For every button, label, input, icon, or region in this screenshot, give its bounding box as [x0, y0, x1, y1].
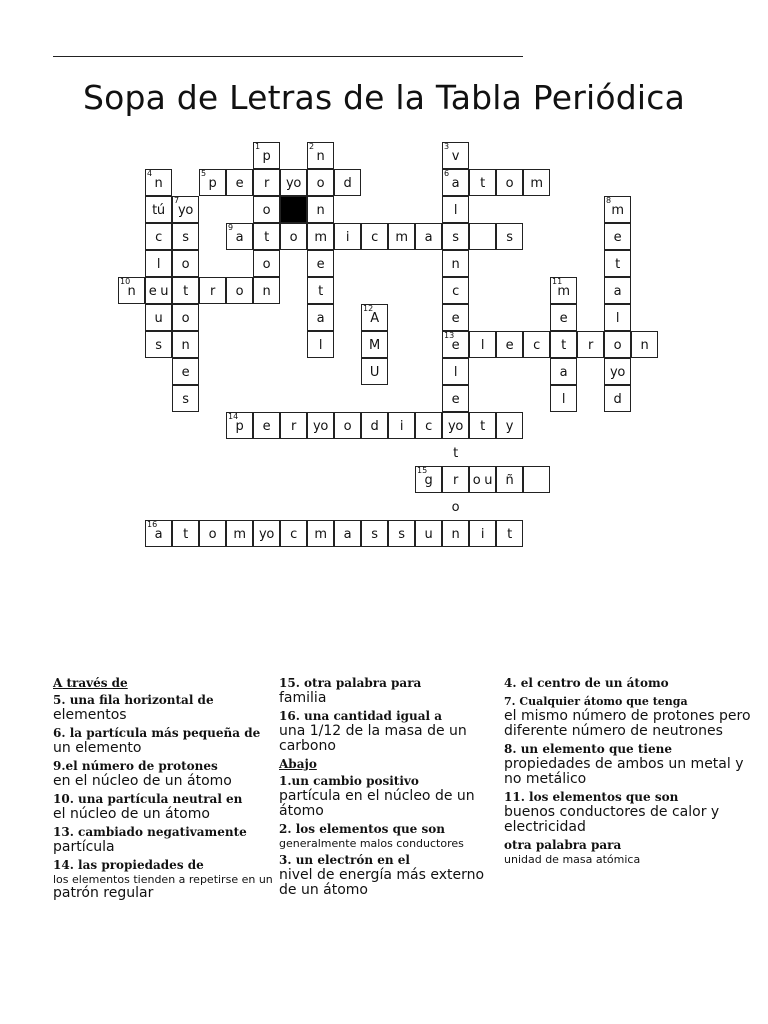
- clue-heading: 1.un cambio positivo: [279, 774, 419, 788]
- crossword-cell[interactable]: [604, 196, 631, 223]
- cell-letter: p: [235, 419, 244, 434]
- crossword-cell[interactable]: [145, 331, 172, 358]
- clue-body: patrón regular: [53, 885, 154, 901]
- crossword-cell[interactable]: [199, 277, 226, 304]
- crossword-cell[interactable]: [442, 520, 469, 547]
- crossword-cell[interactable]: [172, 520, 199, 547]
- cell-letter: o: [289, 230, 298, 245]
- crossword-cell[interactable]: [334, 223, 361, 250]
- crossword-cell[interactable]: [604, 358, 631, 385]
- clue-14: [53, 858, 278, 901]
- crossword-cell[interactable]: [253, 520, 280, 547]
- crossword-cell[interactable]: [442, 169, 469, 196]
- cell-letter: s: [182, 392, 189, 407]
- clue-12: [504, 838, 754, 866]
- cell-letter: o: [181, 257, 190, 272]
- clue-body: en el núcleo de un átomo: [53, 773, 232, 789]
- clue-heading: 2. los elementos que son: [279, 822, 445, 836]
- clue-body: una 1/12 de la masa de un carbono: [279, 723, 467, 754]
- crossword-cell[interactable]: [604, 331, 631, 358]
- cell-letter: l: [453, 365, 458, 380]
- cell-letter: l: [561, 392, 566, 407]
- crossword-cell[interactable]: [388, 223, 415, 250]
- cell-letter: o: [451, 500, 460, 515]
- cell-letter: a: [559, 365, 568, 380]
- cell-letter: a: [343, 527, 352, 542]
- crossword-cell[interactable]: [442, 493, 469, 520]
- cell-letter: a: [424, 230, 433, 245]
- clue-number: 1: [255, 142, 261, 151]
- clue-13: [53, 825, 278, 855]
- crossword-cell[interactable]: [361, 304, 388, 331]
- crossword-cell[interactable]: [172, 358, 199, 385]
- cell-letter: c: [533, 338, 540, 353]
- clue-body: nivel de energía más externo de un átomo: [279, 867, 485, 898]
- cell-letter: a: [316, 311, 325, 326]
- crossword-cell[interactable]: [361, 412, 388, 439]
- crossword-cell[interactable]: [145, 169, 172, 196]
- crossword-cell[interactable]: [550, 385, 577, 412]
- cell-letter: yo: [447, 419, 464, 434]
- clue-heading: 11. los elementos que son: [504, 790, 679, 804]
- cell-letter: n: [127, 284, 136, 299]
- cell-letter: m: [314, 527, 327, 542]
- crossword-cell[interactable]: [469, 169, 496, 196]
- crossword-cell[interactable]: [361, 358, 388, 385]
- cell-letter: A: [370, 311, 379, 326]
- clue-heading: 6. la partícula más pequeña de: [53, 726, 261, 740]
- crossword-cell[interactable]: [442, 385, 469, 412]
- crossword-cell[interactable]: [226, 520, 253, 547]
- cell-letter: o: [208, 527, 217, 542]
- crossword-cell[interactable]: [442, 142, 469, 169]
- clue-7: [504, 694, 754, 739]
- cell-letter: t: [183, 527, 188, 542]
- cell-letter: a: [613, 284, 622, 299]
- crossword-cell[interactable]: [280, 520, 307, 547]
- cell-letter: o: [343, 419, 352, 434]
- cell-letter: a: [451, 176, 460, 191]
- clue-number: 8: [606, 196, 612, 205]
- cell-letter: c: [425, 419, 432, 434]
- cell-letter: n: [316, 149, 325, 164]
- cell-letter: yo: [285, 176, 302, 191]
- cell-letter: t: [183, 284, 188, 299]
- crossword-cell[interactable]: [604, 277, 631, 304]
- cell-letter: M: [369, 338, 380, 353]
- crossword-cell[interactable]: [442, 250, 469, 277]
- crossword-cell[interactable]: [145, 277, 172, 304]
- cell-letter: d: [343, 176, 352, 191]
- crossword-cell[interactable]: [307, 223, 334, 250]
- crossword-cell[interactable]: [361, 223, 388, 250]
- clue-number: 10: [120, 277, 131, 286]
- clue-number: 7: [174, 196, 180, 205]
- crossword-cell[interactable]: [307, 412, 334, 439]
- cell-letter: s: [506, 230, 513, 245]
- crossword-cell[interactable]: [604, 250, 631, 277]
- crossword-cell[interactable]: [172, 385, 199, 412]
- crossword-cell[interactable]: [442, 223, 469, 250]
- clue-heading: 8. un elemento que tiene: [504, 742, 672, 756]
- crossword-cell[interactable]: [145, 223, 172, 250]
- crossword-cell[interactable]: [523, 169, 550, 196]
- crossword-cell[interactable]: [253, 223, 280, 250]
- clues-column-1: [53, 676, 278, 904]
- clue-number: 2: [309, 142, 315, 151]
- cell-letter: ñ: [505, 473, 514, 488]
- crossword-cell[interactable]: [550, 358, 577, 385]
- cell-letter: yo: [609, 365, 626, 380]
- clue-body: propiedades de ambos un metal y no metálico: [504, 756, 744, 787]
- cell-letter: m: [557, 284, 570, 299]
- cell-letter: c: [290, 527, 297, 542]
- crossword-cell[interactable]: [523, 331, 550, 358]
- crossword-cell[interactable]: [415, 466, 442, 493]
- cell-letter: g: [424, 473, 433, 488]
- cell-letter: m: [314, 230, 327, 245]
- cell-letter: s: [182, 230, 189, 245]
- clue-body: el núcleo de un átomo: [53, 806, 210, 822]
- cell-letter: t: [507, 527, 512, 542]
- clue-heading: 7. Cualquier átomo que tenga: [504, 695, 688, 708]
- crossword-cell[interactable]: [334, 412, 361, 439]
- crossword-cell[interactable]: [415, 412, 442, 439]
- crossword-cell[interactable]: [550, 331, 577, 358]
- cell-letter: p: [208, 176, 217, 191]
- cell-letter: l: [156, 257, 161, 272]
- clues-column-2: [279, 676, 504, 901]
- crossword-cell[interactable]: [496, 331, 523, 358]
- crossword-cell[interactable]: [172, 331, 199, 358]
- cell-letter: o u: [472, 473, 493, 488]
- cell-letter: r: [209, 284, 216, 299]
- cell-letter: e: [613, 230, 622, 245]
- clue-body-small: generalmente malos conductores: [279, 837, 464, 850]
- crossword-cell[interactable]: [118, 277, 145, 304]
- crossword-cell[interactable]: [442, 466, 469, 493]
- crossword-cell[interactable]: [469, 412, 496, 439]
- crossword-cell[interactable]: [604, 385, 631, 412]
- cell-letter: n: [181, 338, 190, 353]
- crossword-cell[interactable]: [361, 331, 388, 358]
- clue-heading: 16. una cantidad igual a: [279, 709, 443, 723]
- crossword-cell[interactable]: [469, 223, 496, 250]
- clue-4: [504, 676, 754, 691]
- cell-letter: e: [451, 338, 460, 353]
- crossword-black-cell: [280, 196, 307, 223]
- crossword-cell[interactable]: [550, 304, 577, 331]
- cell-letter: m: [530, 176, 543, 191]
- crossword-cell[interactable]: [145, 520, 172, 547]
- cell-letter: o: [613, 338, 622, 353]
- crossword-cell[interactable]: [307, 304, 334, 331]
- crossword-cell[interactable]: [253, 250, 280, 277]
- clue-number: 6: [444, 169, 450, 178]
- down-heading: Abajo: [279, 757, 317, 771]
- cell-letter: e: [181, 365, 190, 380]
- crossword-cell[interactable]: [442, 412, 469, 439]
- crossword-cell[interactable]: [172, 250, 199, 277]
- cell-letter: s: [371, 527, 378, 542]
- crossword-cell[interactable]: [469, 466, 496, 493]
- crossword-cell[interactable]: [442, 439, 469, 466]
- crossword-cell[interactable]: [496, 223, 523, 250]
- crossword-cell[interactable]: [172, 196, 199, 223]
- cell-letter: n: [154, 176, 163, 191]
- cell-letter: n: [451, 527, 460, 542]
- cell-letter: t: [318, 284, 323, 299]
- clue-heading: 3. un electrón en el: [279, 853, 410, 867]
- crossword-cell[interactable]: [388, 412, 415, 439]
- clues-column-3: [504, 676, 754, 869]
- crossword-cell[interactable]: [415, 520, 442, 547]
- crossword-cell[interactable]: [307, 196, 334, 223]
- crossword-cell[interactable]: [523, 466, 550, 493]
- cell-letter: n: [262, 284, 271, 299]
- cell-letter: t: [264, 230, 269, 245]
- crossword-cell[interactable]: [442, 277, 469, 304]
- clue-number: 11: [552, 277, 563, 286]
- cell-letter: t: [480, 419, 485, 434]
- clue-number: 15: [417, 466, 428, 475]
- cell-letter: m: [395, 230, 408, 245]
- cell-letter: o: [316, 176, 325, 191]
- cell-letter: s: [452, 230, 459, 245]
- page-title: Sopa de Letras de la Tabla Periódica: [82, 78, 686, 117]
- cell-letter: u: [424, 527, 433, 542]
- clue-heading: 10. una partícula neutral en: [53, 792, 243, 806]
- cell-letter: a: [235, 230, 244, 245]
- crossword-cell[interactable]: [145, 196, 172, 223]
- cell-letter: e: [451, 392, 460, 407]
- clue-3: [279, 853, 504, 898]
- crossword-cell[interactable]: [253, 142, 280, 169]
- cell-letter: l: [480, 338, 485, 353]
- cell-letter: yo: [177, 203, 194, 218]
- clue-body: elementos: [53, 707, 127, 723]
- crossword-cell[interactable]: [172, 223, 199, 250]
- crossword-cell[interactable]: [496, 412, 523, 439]
- cell-letter: p: [262, 149, 271, 164]
- crossword-cell[interactable]: [361, 520, 388, 547]
- cell-letter: n: [640, 338, 649, 353]
- crossword-cell[interactable]: [307, 520, 334, 547]
- crossword-cell[interactable]: [307, 169, 334, 196]
- crossword-cell[interactable]: [253, 277, 280, 304]
- clue-body: familia: [279, 690, 327, 706]
- cell-letter: l: [453, 203, 458, 218]
- clue-body: buenos conductores de calor y electricidad: [504, 804, 720, 835]
- crossword-cell[interactable]: [226, 277, 253, 304]
- crossword-cell[interactable]: [145, 250, 172, 277]
- cell-letter: e: [451, 311, 460, 326]
- crossword-cell[interactable]: [307, 331, 334, 358]
- cell-letter: r: [587, 338, 594, 353]
- cell-letter: i: [345, 230, 350, 245]
- cell-letter: c: [371, 230, 378, 245]
- crossword-cell[interactable]: [226, 412, 253, 439]
- cell-letter: d: [370, 419, 379, 434]
- across-heading: A través de: [53, 676, 128, 690]
- clue-2: [279, 822, 504, 850]
- crossword-cell[interactable]: [253, 169, 280, 196]
- cell-letter: v: [451, 149, 460, 164]
- cell-letter: o: [235, 284, 244, 299]
- cell-letter: r: [452, 473, 459, 488]
- cell-letter: n: [316, 203, 325, 218]
- cell-letter: l: [615, 311, 620, 326]
- crossword-cell[interactable]: [307, 277, 334, 304]
- cell-letter: l: [318, 338, 323, 353]
- clue-heading: 13. cambiado negativamente: [53, 825, 247, 839]
- crossword-cell[interactable]: [145, 304, 172, 331]
- clue-number: 12: [363, 304, 374, 313]
- clue-number: 13: [444, 331, 455, 340]
- crossword-cell[interactable]: [442, 304, 469, 331]
- cell-letter: u: [154, 311, 163, 326]
- crossword-cell[interactable]: [307, 142, 334, 169]
- crossword-cell[interactable]: [550, 277, 577, 304]
- cell-letter: e: [316, 257, 325, 272]
- cell-letter: s: [155, 338, 162, 353]
- cell-letter: tú: [152, 203, 165, 218]
- crossword-cell[interactable]: [496, 169, 523, 196]
- crossword-cell[interactable]: [469, 520, 496, 547]
- crossword-cell[interactable]: [280, 169, 307, 196]
- clue-number: 5: [201, 169, 207, 178]
- crossword-cell[interactable]: [631, 331, 658, 358]
- crossword-cell[interactable]: [226, 169, 253, 196]
- cell-letter: s: [398, 527, 405, 542]
- cell-letter: U: [369, 365, 380, 380]
- crossword-cell[interactable]: [577, 331, 604, 358]
- clue-1: [279, 774, 504, 819]
- clue-10: [53, 792, 278, 822]
- clue-number: 9: [228, 223, 234, 232]
- clue-number: 3: [444, 142, 450, 151]
- clue-5: [53, 693, 278, 723]
- crossword-cell[interactable]: [442, 331, 469, 358]
- cell-letter: i: [399, 419, 404, 434]
- cell-letter: e: [559, 311, 568, 326]
- clue-heading: otra palabra para: [504, 838, 622, 852]
- crossword-cell[interactable]: [496, 520, 523, 547]
- crossword-cell[interactable]: [604, 223, 631, 250]
- cell-letter: n: [451, 257, 460, 272]
- clue-heading: 5. una fila horizontal de: [53, 693, 214, 707]
- clue-body: partícula: [53, 839, 115, 855]
- cell-letter: t: [480, 176, 485, 191]
- cell-letter: yo: [312, 419, 329, 434]
- clue-heading: 4. el centro de un átomo: [504, 676, 669, 690]
- cell-letter: e: [235, 176, 244, 191]
- cell-letter: y: [505, 419, 514, 434]
- cell-letter: e u: [148, 284, 169, 299]
- cell-letter: r: [263, 176, 270, 191]
- cell-letter: m: [611, 203, 624, 218]
- cell-letter: t: [453, 446, 458, 461]
- crossword-cell[interactable]: [199, 520, 226, 547]
- clue-number: 16: [147, 520, 158, 529]
- clue-heading: 15. otra palabra para: [279, 676, 422, 690]
- cell-letter: yo: [258, 527, 275, 542]
- clue-number: 14: [228, 412, 239, 421]
- clue-heading: 14. las propiedades de: [53, 858, 204, 872]
- cell-letter: m: [233, 527, 246, 542]
- crossword-cell[interactable]: [253, 196, 280, 223]
- cell-letter: o: [262, 257, 271, 272]
- cell-letter: c: [452, 284, 459, 299]
- cell-letter: r: [290, 419, 297, 434]
- clue-body: el mismo número de protones pero diferente número de neutrones: [504, 708, 751, 739]
- crossword-cell[interactable]: [334, 169, 361, 196]
- cell-letter: e: [262, 419, 271, 434]
- crossword-cell[interactable]: [280, 412, 307, 439]
- cell-letter: e: [505, 338, 514, 353]
- clue-body-small: los elementos tienden a repetirse en un: [53, 873, 273, 886]
- crossword-cell[interactable]: [415, 223, 442, 250]
- clue-8: [504, 742, 754, 787]
- crossword-cell[interactable]: [172, 277, 199, 304]
- crossword-cell[interactable]: [199, 169, 226, 196]
- crossword-cell[interactable]: [469, 331, 496, 358]
- clue-body: partícula en el núcleo de un átomo: [279, 788, 475, 819]
- crossword-cell[interactable]: [280, 223, 307, 250]
- crossword-cell[interactable]: [604, 304, 631, 331]
- clue-11: [504, 790, 754, 835]
- clue-6: [53, 726, 278, 756]
- cell-letter: o: [181, 311, 190, 326]
- crossword-cell[interactable]: [388, 520, 415, 547]
- crossword-cell[interactable]: [226, 223, 253, 250]
- clue-heading: 9.el número de protones: [53, 759, 218, 773]
- cell-letter: t: [615, 257, 620, 272]
- cell-letter: t: [561, 338, 566, 353]
- clue-body: un elemento: [53, 740, 142, 756]
- crossword-cell[interactable]: [496, 466, 523, 493]
- crossword-cell[interactable]: [253, 412, 280, 439]
- clue-body-small: unidad de masa atómica: [504, 853, 641, 866]
- cell-letter: a: [154, 527, 163, 542]
- clue-15: [279, 676, 504, 706]
- crossword-cell[interactable]: [172, 304, 199, 331]
- cell-letter: c: [155, 230, 162, 245]
- clue-number: 4: [147, 169, 153, 178]
- cell-letter: o: [505, 176, 514, 191]
- crossword-cell[interactable]: [307, 250, 334, 277]
- cell-letter: d: [613, 392, 622, 407]
- clue-9: [53, 759, 278, 789]
- cell-letter: i: [480, 527, 485, 542]
- crossword-cell[interactable]: [442, 358, 469, 385]
- cell-letter: o: [262, 203, 271, 218]
- crossword-cell[interactable]: [334, 520, 361, 547]
- crossword-cell[interactable]: [442, 196, 469, 223]
- clue-16: [279, 709, 504, 754]
